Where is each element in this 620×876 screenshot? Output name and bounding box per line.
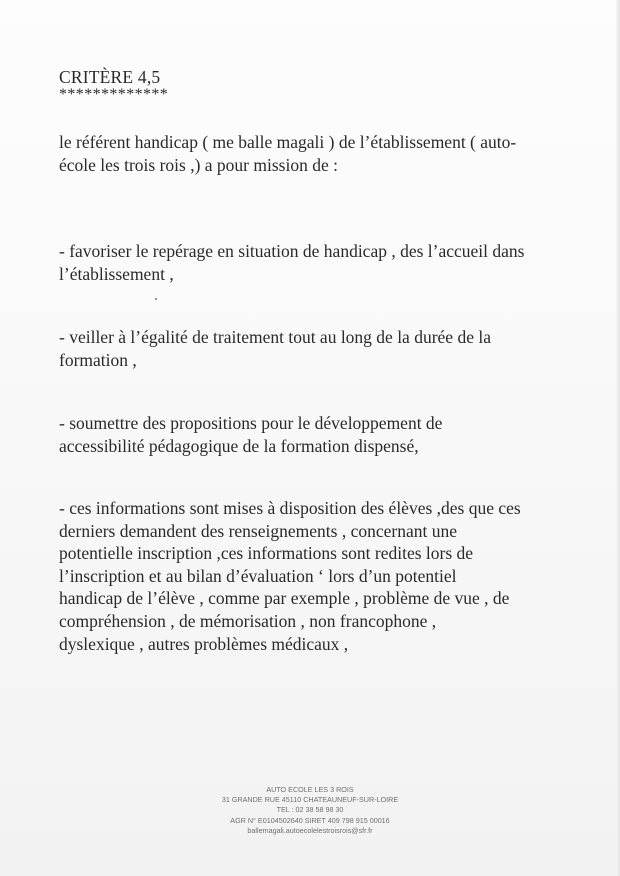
paper-edge-shadow	[616, 0, 620, 876]
text-line: derniers demandent des renseignements , concernant une	[59, 520, 457, 541]
text-line: l’inscription et au bilan d’évaluation ‘ lors d’un potentiel	[59, 565, 457, 586]
text-line: école les trois rois ,) a pour mission de :	[59, 154, 338, 175]
scan-speck	[155, 298, 157, 300]
text-line: formation ,	[59, 349, 137, 370]
text-line: handicap de l’élève , comme par exemple , problème de vue , de	[59, 588, 510, 609]
paragraph-bullet-reperage	[59, 240, 569, 285]
text-line: l’établissement ,	[59, 263, 174, 284]
text-line: - soumettre des propositions pour le développement de	[59, 413, 443, 433]
paragraph-intro	[59, 131, 569, 176]
document-title: CRITÈRE 4,5	[59, 67, 161, 87]
stamp-address: 31 GRANDE RUE 45110 CHATEAUNEUF-SUR-LOIRE	[221, 795, 399, 805]
text-line: - favoriser le repérage en situation de handicap , des l’accueil dans	[59, 241, 525, 261]
paragraph-bullet-egalite	[59, 326, 569, 371]
stamp-email: ballemagali.autoecolelestroisrois@sfr.fr	[247, 825, 373, 835]
stamp-phone: TEL : 02 38 58 98 30	[276, 805, 344, 815]
stamp-company-name: AUTO ECOLE LES 3 ROIS	[266, 785, 354, 794]
stamp-registration: AGR N° E0104502640 SIRET 409 798 915 00016	[230, 815, 390, 825]
text-line: potentielle inscription ,ces informations sont redites lors de	[59, 543, 474, 564]
text-line: compréhension , de mémorisation , non francophone ,	[59, 610, 437, 631]
text-line: dyslexique , autres problèmes médicaux ,	[59, 633, 349, 654]
paragraph-bullet-informations	[59, 497, 569, 655]
title-separator: *************	[59, 86, 169, 103]
text-line: accessibilité pédagogique de la formation dispensé,	[59, 435, 419, 456]
company-stamp	[210, 785, 410, 836]
text-line: le référent handicap ( me balle magali ) de l’établissement ( auto-	[59, 132, 517, 152]
text-line: - ces informations sont mises à disposition des élèves ,des que ces	[59, 498, 521, 518]
text-line: - veiller à l’égalité de traitement tout au long de la durée de la	[59, 327, 491, 347]
paragraph-bullet-propositions	[59, 412, 569, 457]
